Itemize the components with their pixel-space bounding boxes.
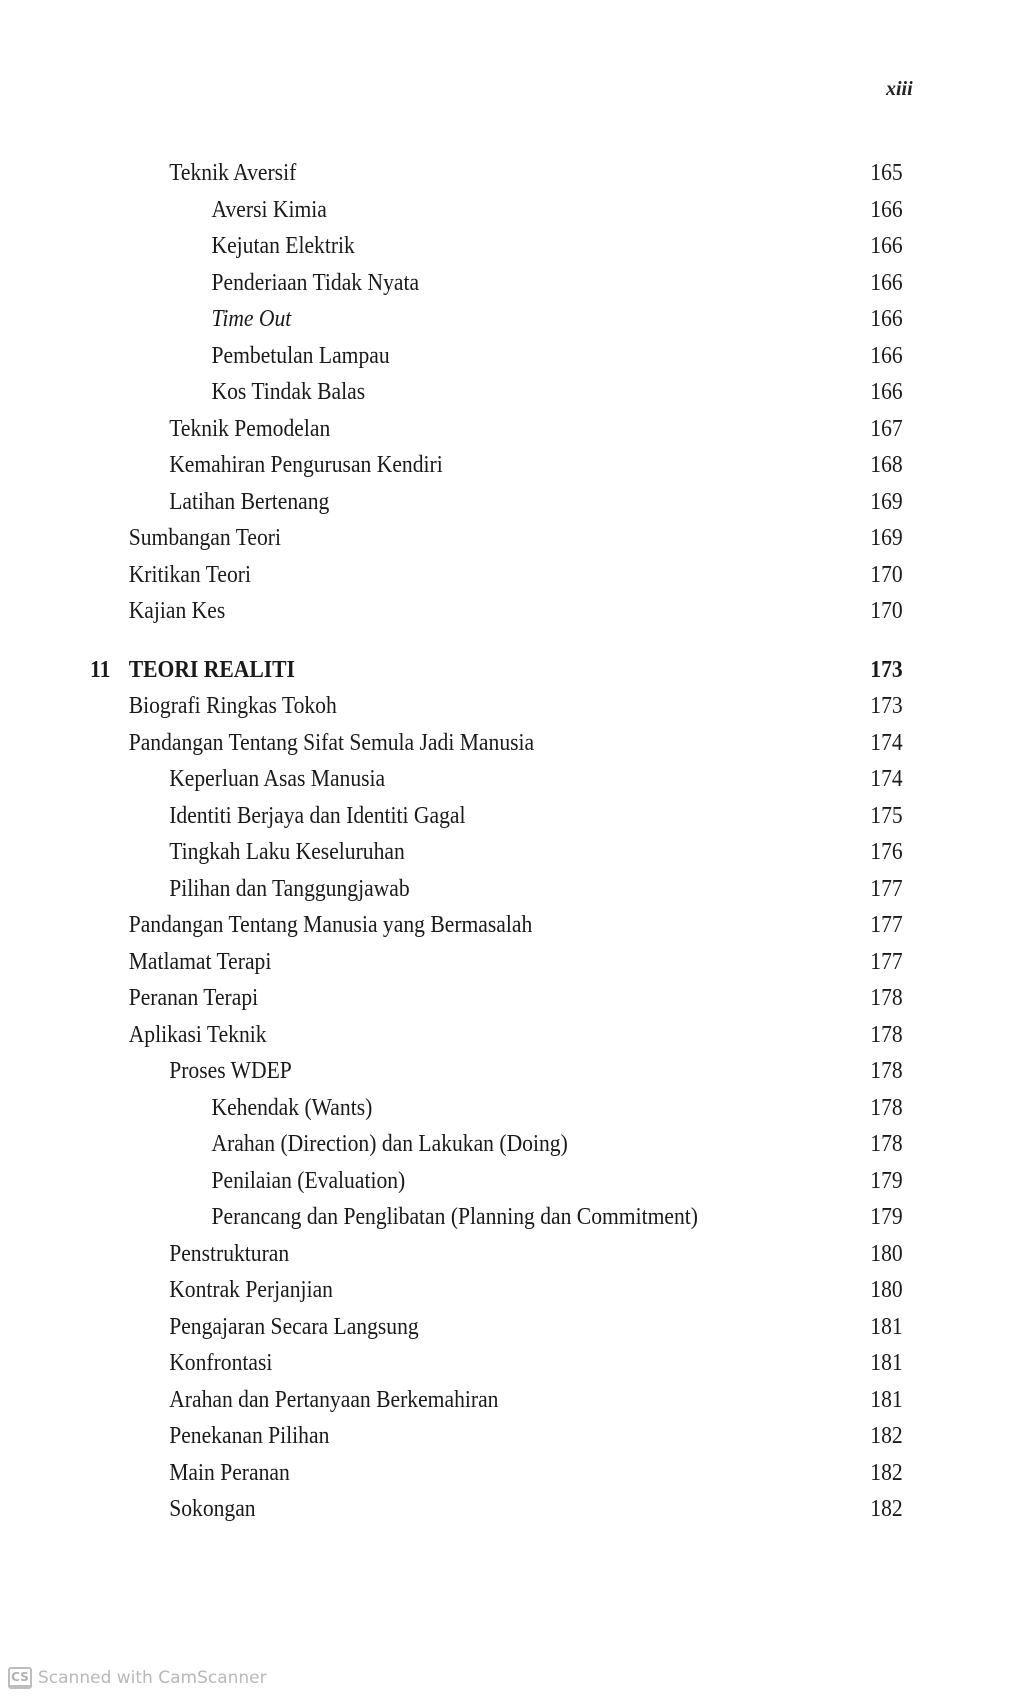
- toc-entry-page: 169: [870, 488, 903, 515]
- toc-entry[interactable]: [0, 1491, 922, 1528]
- toc-entry-label: Peranan Terapi: [128, 985, 259, 1011]
- toc-entry[interactable]: [0, 192, 922, 229]
- toc-entry-page: 166: [870, 233, 903, 259]
- toc-entry[interactable]: [0, 725, 922, 762]
- toc-entry-label: Proses WDEP: [169, 1058, 292, 1084]
- toc-entry[interactable]: [0, 374, 922, 411]
- toc-entry-label: Arahan dan Pertanyaan Berkemahiran: [169, 1386, 499, 1413]
- toc-entry[interactable]: [0, 447, 922, 484]
- toc-entry-label: Penstrukturan: [169, 1240, 290, 1267]
- toc-section-after: [0, 688, 1024, 1528]
- table-of-contents: [0, 155, 1024, 1528]
- toc-entry-label: Kontrak Perjanjian: [169, 1277, 333, 1303]
- toc-entry-label: Kemahiran Pengurusan Kendiri: [169, 452, 443, 478]
- toc-entry-label: Pandangan Tentang Manusia yang Bermasalah: [128, 912, 533, 938]
- toc-entry[interactable]: [0, 907, 922, 944]
- toc-entry-page: 166: [870, 196, 903, 223]
- toc-entry-page: 173: [870, 693, 903, 719]
- toc-entry-label: Sumbangan Teori: [128, 525, 281, 551]
- toc-entry-label: Kritikan Teori: [128, 561, 251, 588]
- toc-entry-label: Main Peranan: [169, 1459, 290, 1486]
- toc-entry-page: 177: [870, 875, 903, 902]
- toc-entry-label: Time Out: [211, 306, 292, 332]
- toc-entry[interactable]: [0, 834, 922, 871]
- toc-entry-label: Matlamat Terapi: [128, 948, 272, 975]
- toc-entry[interactable]: [0, 1236, 922, 1273]
- toc-entry-page: 176: [870, 839, 903, 865]
- toc-entry[interactable]: [0, 1090, 922, 1127]
- toc-entry-page: 174: [870, 766, 903, 792]
- toc-entry[interactable]: [0, 484, 922, 521]
- toc-entry-page: 169: [870, 525, 903, 551]
- toc-entry-label: Identiti Berjaya dan Identiti Gagal: [169, 802, 466, 829]
- toc-entry[interactable]: [0, 338, 922, 375]
- toc-entry-label: Biografi Ringkas Tokoh: [128, 693, 337, 719]
- toc-entry-label: Kajian Kes: [128, 598, 226, 624]
- toc-entry-page: 178: [870, 985, 903, 1011]
- toc-entry-page: 178: [870, 1094, 903, 1121]
- toc-entry-page: 180: [870, 1240, 903, 1267]
- toc-entry[interactable]: [0, 265, 922, 302]
- toc-entry-label: Aplikasi Teknik: [128, 1021, 267, 1048]
- toc-entry[interactable]: [0, 1199, 922, 1236]
- toc-entry-page: 182: [870, 1459, 903, 1486]
- toc-entry-page: 166: [870, 306, 903, 332]
- toc-entry[interactable]: [0, 228, 922, 265]
- camscanner-watermark: [8, 1667, 267, 1689]
- toc-entry[interactable]: [0, 301, 922, 338]
- toc-entry-label: Teknik Pemodelan: [169, 415, 331, 442]
- toc-entry-page: 170: [870, 598, 903, 624]
- toc-entry-label: Latihan Bertenang: [169, 488, 330, 515]
- toc-entry-page: 177: [870, 912, 903, 938]
- toc-entry-page: 178: [870, 1021, 903, 1048]
- toc-entry-label: Pilihan dan Tanggungjawab: [169, 875, 410, 902]
- toc-entry[interactable]: [0, 688, 922, 725]
- toc-entry[interactable]: [0, 761, 922, 798]
- toc-entry-label: Kehendak (Wants): [211, 1094, 373, 1121]
- toc-entry[interactable]: [0, 1345, 922, 1382]
- toc-entry[interactable]: [0, 944, 922, 981]
- toc-entry-page: 181: [870, 1350, 903, 1376]
- toc-entry-page: 181: [870, 1313, 903, 1340]
- toc-entry-label: Tingkah Laku Keseluruhan: [169, 839, 405, 865]
- chapter-number: 11: [90, 656, 111, 683]
- toc-entry[interactable]: [0, 1163, 922, 1200]
- toc-entry-label: Perancang dan Penglibatan (Planning dan Commitment): [211, 1204, 699, 1230]
- toc-entry[interactable]: [0, 411, 922, 448]
- toc-entry-label: Pembetulan Lampau: [211, 342, 390, 369]
- toc-entry[interactable]: [0, 557, 922, 594]
- toc-entry-label: Sokongan: [169, 1496, 256, 1522]
- toc-entry[interactable]: [0, 593, 922, 630]
- toc-entry-page: 168: [870, 452, 903, 478]
- toc-entry-page: 178: [870, 1058, 903, 1084]
- toc-entry-page: 178: [870, 1131, 903, 1157]
- toc-entry-label: Pandangan Tentang Sifat Semula Jadi Manusia: [128, 729, 535, 756]
- chapter-heading[interactable]: [0, 652, 922, 689]
- toc-entry[interactable]: [0, 871, 922, 908]
- toc-entry[interactable]: [0, 1017, 922, 1054]
- toc-entry-label: Teknik Aversif: [169, 160, 297, 186]
- toc-entry-page: 179: [870, 1167, 903, 1194]
- toc-entry[interactable]: [0, 1418, 922, 1455]
- watermark-text: Scanned with CamScanner: [38, 1668, 267, 1688]
- toc-entry-page: 180: [870, 1277, 903, 1303]
- toc-entry-page: 175: [870, 802, 903, 829]
- toc-entry-page: 166: [870, 269, 903, 296]
- chapter-page: 173: [870, 656, 903, 683]
- toc-entry[interactable]: [0, 1126, 922, 1163]
- chapter-title: TEORI REALITI: [128, 656, 295, 683]
- page-number: xiii: [886, 78, 913, 100]
- toc-entry[interactable]: [0, 155, 922, 192]
- toc-entry[interactable]: [0, 520, 922, 557]
- toc-entry[interactable]: [0, 1455, 922, 1492]
- toc-entry-label: Penderiaan Tidak Nyata: [211, 269, 420, 296]
- toc-entry-label: Arahan (Direction) dan Lakukan (Doing): [211, 1131, 568, 1157]
- toc-section-before: [0, 155, 1024, 630]
- toc-entry-label: Aversi Kimia: [211, 196, 327, 223]
- camscanner-logo-icon: CS: [8, 1667, 32, 1689]
- toc-entry-page: 170: [870, 561, 903, 588]
- toc-entry-page: 165: [870, 160, 903, 186]
- toc-entry[interactable]: [0, 798, 922, 835]
- toc-entry-label: Konfrontasi: [169, 1350, 273, 1376]
- toc-entry-page: 177: [870, 948, 903, 975]
- toc-entry[interactable]: [0, 1309, 922, 1346]
- toc-entry-label: Kejutan Elektrik: [211, 233, 355, 259]
- toc-entry-page: 174: [870, 729, 903, 756]
- toc-entry-page: 166: [870, 379, 903, 405]
- toc-entry-page: 179: [870, 1204, 903, 1230]
- toc-entry-page: 167: [870, 415, 903, 442]
- toc-entry[interactable]: [0, 980, 922, 1017]
- toc-entry-page: 182: [870, 1423, 903, 1449]
- toc-entry-label: Keperluan Asas Manusia: [169, 766, 386, 792]
- toc-entry-label: Kos Tindak Balas: [211, 379, 366, 405]
- toc-entry[interactable]: [0, 1382, 922, 1419]
- toc-entry[interactable]: [0, 1053, 922, 1090]
- toc-entry-page: 166: [870, 342, 903, 369]
- toc-entry-page: 181: [870, 1386, 903, 1413]
- toc-entry-label: Penekanan Pilihan: [169, 1423, 330, 1449]
- toc-entry-page: 182: [870, 1496, 903, 1522]
- toc-entry-label: Pengajaran Secara Langsung: [169, 1313, 419, 1340]
- toc-entry-label: Penilaian (Evaluation): [211, 1167, 406, 1194]
- toc-entry[interactable]: [0, 1272, 922, 1309]
